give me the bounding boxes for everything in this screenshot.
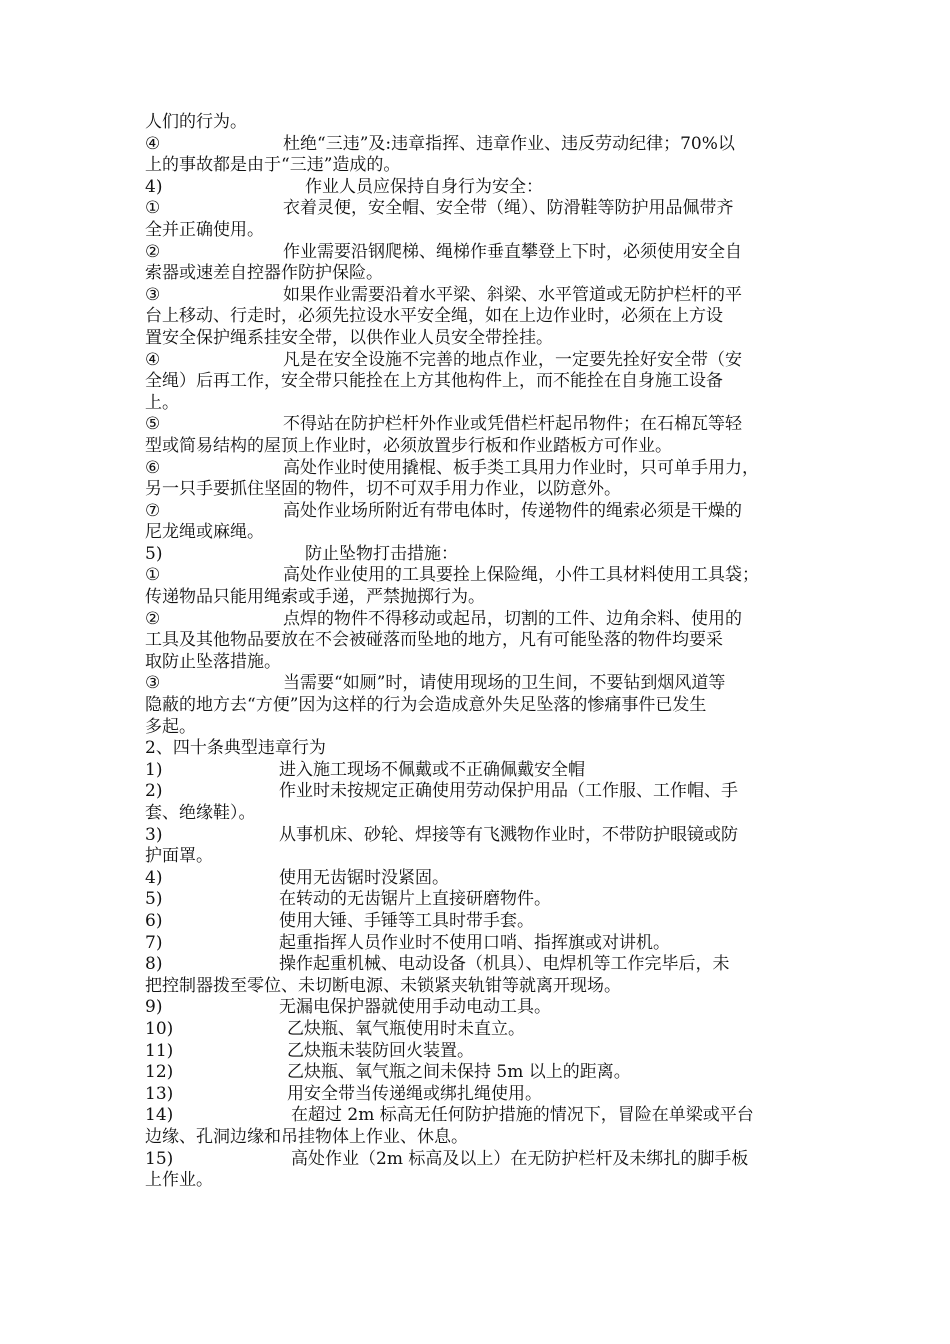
list-item-first-line	[145, 933, 813, 955]
list-item-text: 衣着灵便，安全帽、安全带（绳）、防滑鞋等防护用品佩带齐	[283, 198, 734, 219]
list-item-text: 凡是在安全设施不完善的地点作业，一定要先拴好安全带（安	[283, 349, 742, 370]
list-item-first-line	[145, 868, 813, 890]
list-item-text: 不得站在防护栏杆外作业或凭借栏杆起吊物件；在石棉瓦等轻	[283, 414, 742, 435]
list-item	[145, 1084, 813, 1106]
list-marker: ⑤	[145, 414, 161, 435]
list-item-continuation: 上。	[145, 392, 179, 413]
list-item-text: 高处作业场所附近有带电体时，传递物件的绳索必须是干燥的	[283, 500, 742, 521]
list-item-text: 使用无齿锯时没紧固。	[279, 867, 449, 888]
list-item-text: 操作起重机械、电动设备（机具）、电焊机等工作完毕后，未	[279, 954, 730, 975]
list-item	[145, 889, 813, 911]
list-item-first-line	[145, 954, 813, 976]
list-marker: 15)	[145, 1148, 174, 1169]
list-item-text: 如果作业需要沿着水平梁、斜梁、水平管道或无防护栏杆的平	[283, 284, 742, 305]
list-item	[145, 673, 813, 738]
list-item	[145, 997, 813, 1019]
list-item	[145, 1041, 813, 1063]
list-marker: ③	[145, 284, 161, 305]
list-item	[145, 350, 813, 415]
list-item-continuation: 套、绝缘鞋）。	[145, 803, 256, 823]
list-item-first-line	[145, 1105, 813, 1127]
list-item-first-line	[145, 609, 813, 631]
list-item-continuation: 尼龙绳或麻绳。	[145, 522, 264, 543]
list-item-continuation: 上的事故都是由于“三违”造成的。	[145, 155, 401, 176]
list-item-text: 高处作业（2m 标高及以上）在无防护栏杆及未绑扎的脚手板	[291, 1148, 749, 1169]
list-marker: 4)	[145, 867, 163, 888]
list-item-first-line	[145, 673, 813, 695]
list-item	[145, 198, 813, 241]
list-item-first-line	[145, 1062, 813, 1084]
list-item-continuation: 索器或速差自控器作防护保险。	[145, 263, 383, 284]
list-marker: ②	[145, 608, 161, 629]
list-item-text: 在转动的无齿锯片上直接研磨物件。	[279, 889, 551, 910]
list-item-continuation: 边缘、孔洞边缘和吊挂物体上作业、休息。	[145, 1126, 468, 1147]
list-marker: ①	[145, 565, 161, 586]
list-item-first-line	[145, 198, 813, 220]
list-item	[145, 933, 813, 955]
list-marker: 10)	[145, 1018, 174, 1039]
list-item-text: 当需要“如厕”时，请使用现场的卫生间，不要钻到烟风道等	[283, 673, 726, 694]
list-item-first-line	[145, 458, 813, 480]
list-item-continuation: 把控制器拨至零位、未切断电源、未锁紧夹轨钳等就离开现场。	[145, 975, 621, 996]
list-item-continuation: 上作业。	[145, 1170, 213, 1191]
list-item-text: 作业时未按规定正确使用劳动保护用品（工作服、工作帽、手	[279, 781, 738, 802]
list-item-continuation: 另一只手要抓住坚固的物件，切不可双手用力作业，以防意外。	[145, 479, 621, 500]
list-marker: ④	[145, 133, 161, 154]
list-item-continuation: 工具及其他物品要放在不会被碰落而坠地的地方，凡有可能坠落的物件均要采	[145, 630, 723, 651]
list-marker: 1)	[145, 759, 163, 780]
list-item-continuation: 隐蔽的地方去“方便”因为这样的行为会造成意外失足坠落的惨痛事件已发生	[145, 695, 707, 716]
text-line: 人们的行为。	[145, 112, 247, 132]
list-item	[145, 1019, 813, 1041]
list-item-first-line	[145, 911, 813, 933]
list-marker: ④	[145, 349, 161, 370]
list-item-first-line	[145, 177, 813, 199]
list-marker: 8)	[145, 954, 163, 975]
list-item-first-line	[145, 501, 813, 523]
list-marker: 6)	[145, 910, 163, 931]
list-item-text: 高处作业时使用撬棍、板手类工具用力作业时，只可单手用力，	[283, 457, 759, 478]
list-item	[145, 134, 813, 177]
list-item-text: 从事机床、砂轮、焊接等有飞溅物作业时，不带防护眼镜或防	[279, 824, 738, 845]
list-item-first-line	[145, 997, 813, 1019]
list-item-text: 作业需要沿钢爬梯、绳梯作垂直攀登上下时，必须使用安全自	[283, 241, 742, 262]
list-marker: 2)	[145, 781, 163, 802]
list-item	[145, 285, 813, 350]
list-item	[145, 609, 813, 674]
list-marker: 14)	[145, 1105, 174, 1126]
list-item-first-line	[145, 760, 813, 782]
list-item-first-line	[145, 889, 813, 911]
list-item-text: 乙炔瓶未装防回火装置。	[287, 1040, 474, 1061]
list-item	[145, 868, 813, 890]
list-item	[145, 544, 813, 566]
list-item	[145, 1062, 813, 1084]
list-item-text: 用安全带当传递绳或绑扎绳使用。	[287, 1083, 542, 1104]
list-item	[145, 911, 813, 933]
list-marker: ⑥	[145, 457, 161, 478]
list-item-text: 防止坠物打击措施：	[305, 543, 458, 564]
list-item-continuation: 台上移动、行走时，必须先拉设水平安全绳，如在上边作业时，必须在上方设	[145, 306, 723, 327]
list-item	[145, 414, 813, 457]
list-item-continuation: 取防止坠落措施。	[145, 651, 281, 672]
list-marker: 5)	[145, 543, 163, 564]
list-item-text: 作业人员应保持自身行为安全：	[305, 176, 543, 197]
list-item-text: 使用大锤、手锤等工具时带手套。	[279, 910, 534, 931]
list-marker: 9)	[145, 997, 163, 1018]
list-item-first-line	[145, 781, 813, 803]
list-marker: ③	[145, 673, 161, 694]
list-item-first-line	[145, 1019, 813, 1041]
text-line: 2、四十条典型违章行为	[145, 738, 326, 759]
list-item-first-line	[145, 1041, 813, 1063]
list-item-text: 乙炔瓶、氧气瓶使用时未直立。	[287, 1018, 525, 1039]
list-item-first-line	[145, 414, 813, 436]
list-item-first-line	[145, 350, 813, 372]
list-item	[145, 825, 813, 868]
list-item-text: 杜绝“三违”及:违章指挥、违章作业、违反劳动纪律；70%以	[283, 133, 735, 154]
list-item	[145, 565, 813, 608]
list-item-first-line	[145, 544, 813, 566]
list-marker: 4)	[145, 176, 163, 197]
list-item-first-line	[145, 242, 813, 264]
list-marker: ⑦	[145, 500, 161, 521]
list-item	[145, 1105, 813, 1148]
list-item	[145, 760, 813, 782]
list-item-text: 在超过 2m 标高无任何防护措施的情况下，冒险在单梁或平台	[291, 1105, 754, 1126]
list-marker: 3)	[145, 824, 163, 845]
list-item-first-line	[145, 565, 813, 587]
list-marker: 13)	[145, 1083, 174, 1104]
list-item-continuation: 护面罩。	[145, 846, 213, 867]
list-item-continuation: 置安全保护绳系挂安全带，以供作业人员安全带拴挂。	[145, 327, 553, 348]
list-item	[145, 242, 813, 285]
list-item-first-line	[145, 1084, 813, 1106]
list-item-text: 无漏电保护器就使用手动电动工具。	[279, 997, 551, 1018]
list-item-text: 起重指挥人员作业时不使用口哨、指挥旗或对讲机。	[279, 932, 670, 953]
document-page	[145, 112, 813, 1192]
list-marker: 7)	[145, 932, 163, 953]
list-item	[145, 501, 813, 544]
list-marker: ②	[145, 241, 161, 262]
list-item-continuation: 型或简易结构的屋顶上作业时，必须放置步行板和作业踏板方可作业。	[145, 435, 672, 456]
list-marker: 5)	[145, 889, 163, 910]
list-item-text: 高处作业使用的工具要拴上保险绳，小件工具材料使用工具袋；	[283, 565, 759, 586]
list-item-text: 进入施工现场不佩戴或不正确佩戴安全帽	[279, 759, 585, 780]
list-item-text: 乙炔瓶、氧气瓶之间未保持 5m 以上的距离。	[287, 1062, 631, 1083]
list-marker: 11)	[145, 1040, 174, 1061]
list-item-first-line	[145, 825, 813, 847]
list-item-continuation: 传递物品只能用绳索或手递，严禁抛掷行为。	[145, 587, 485, 608]
list-item-first-line	[145, 134, 813, 156]
list-item-continuation: 全并正确使用。	[145, 219, 264, 240]
list-marker: ①	[145, 198, 161, 219]
list-item-text: 点焊的物件不得移动或起吊，切割的工件、边角余料、使用的	[283, 608, 742, 629]
list-item-first-line	[145, 285, 813, 307]
list-item	[145, 177, 813, 199]
list-item-first-line	[145, 1149, 813, 1171]
list-marker: 12)	[145, 1062, 174, 1083]
list-item	[145, 781, 813, 824]
list-item	[145, 1149, 813, 1192]
list-item-continuation: 全绳）后再工作，安全带只能拴在上方其他构件上，而不能拴在自身施工设备	[145, 371, 723, 392]
list-item	[145, 458, 813, 501]
list-item	[145, 954, 813, 997]
list-item-continuation: 多起。	[145, 716, 196, 737]
